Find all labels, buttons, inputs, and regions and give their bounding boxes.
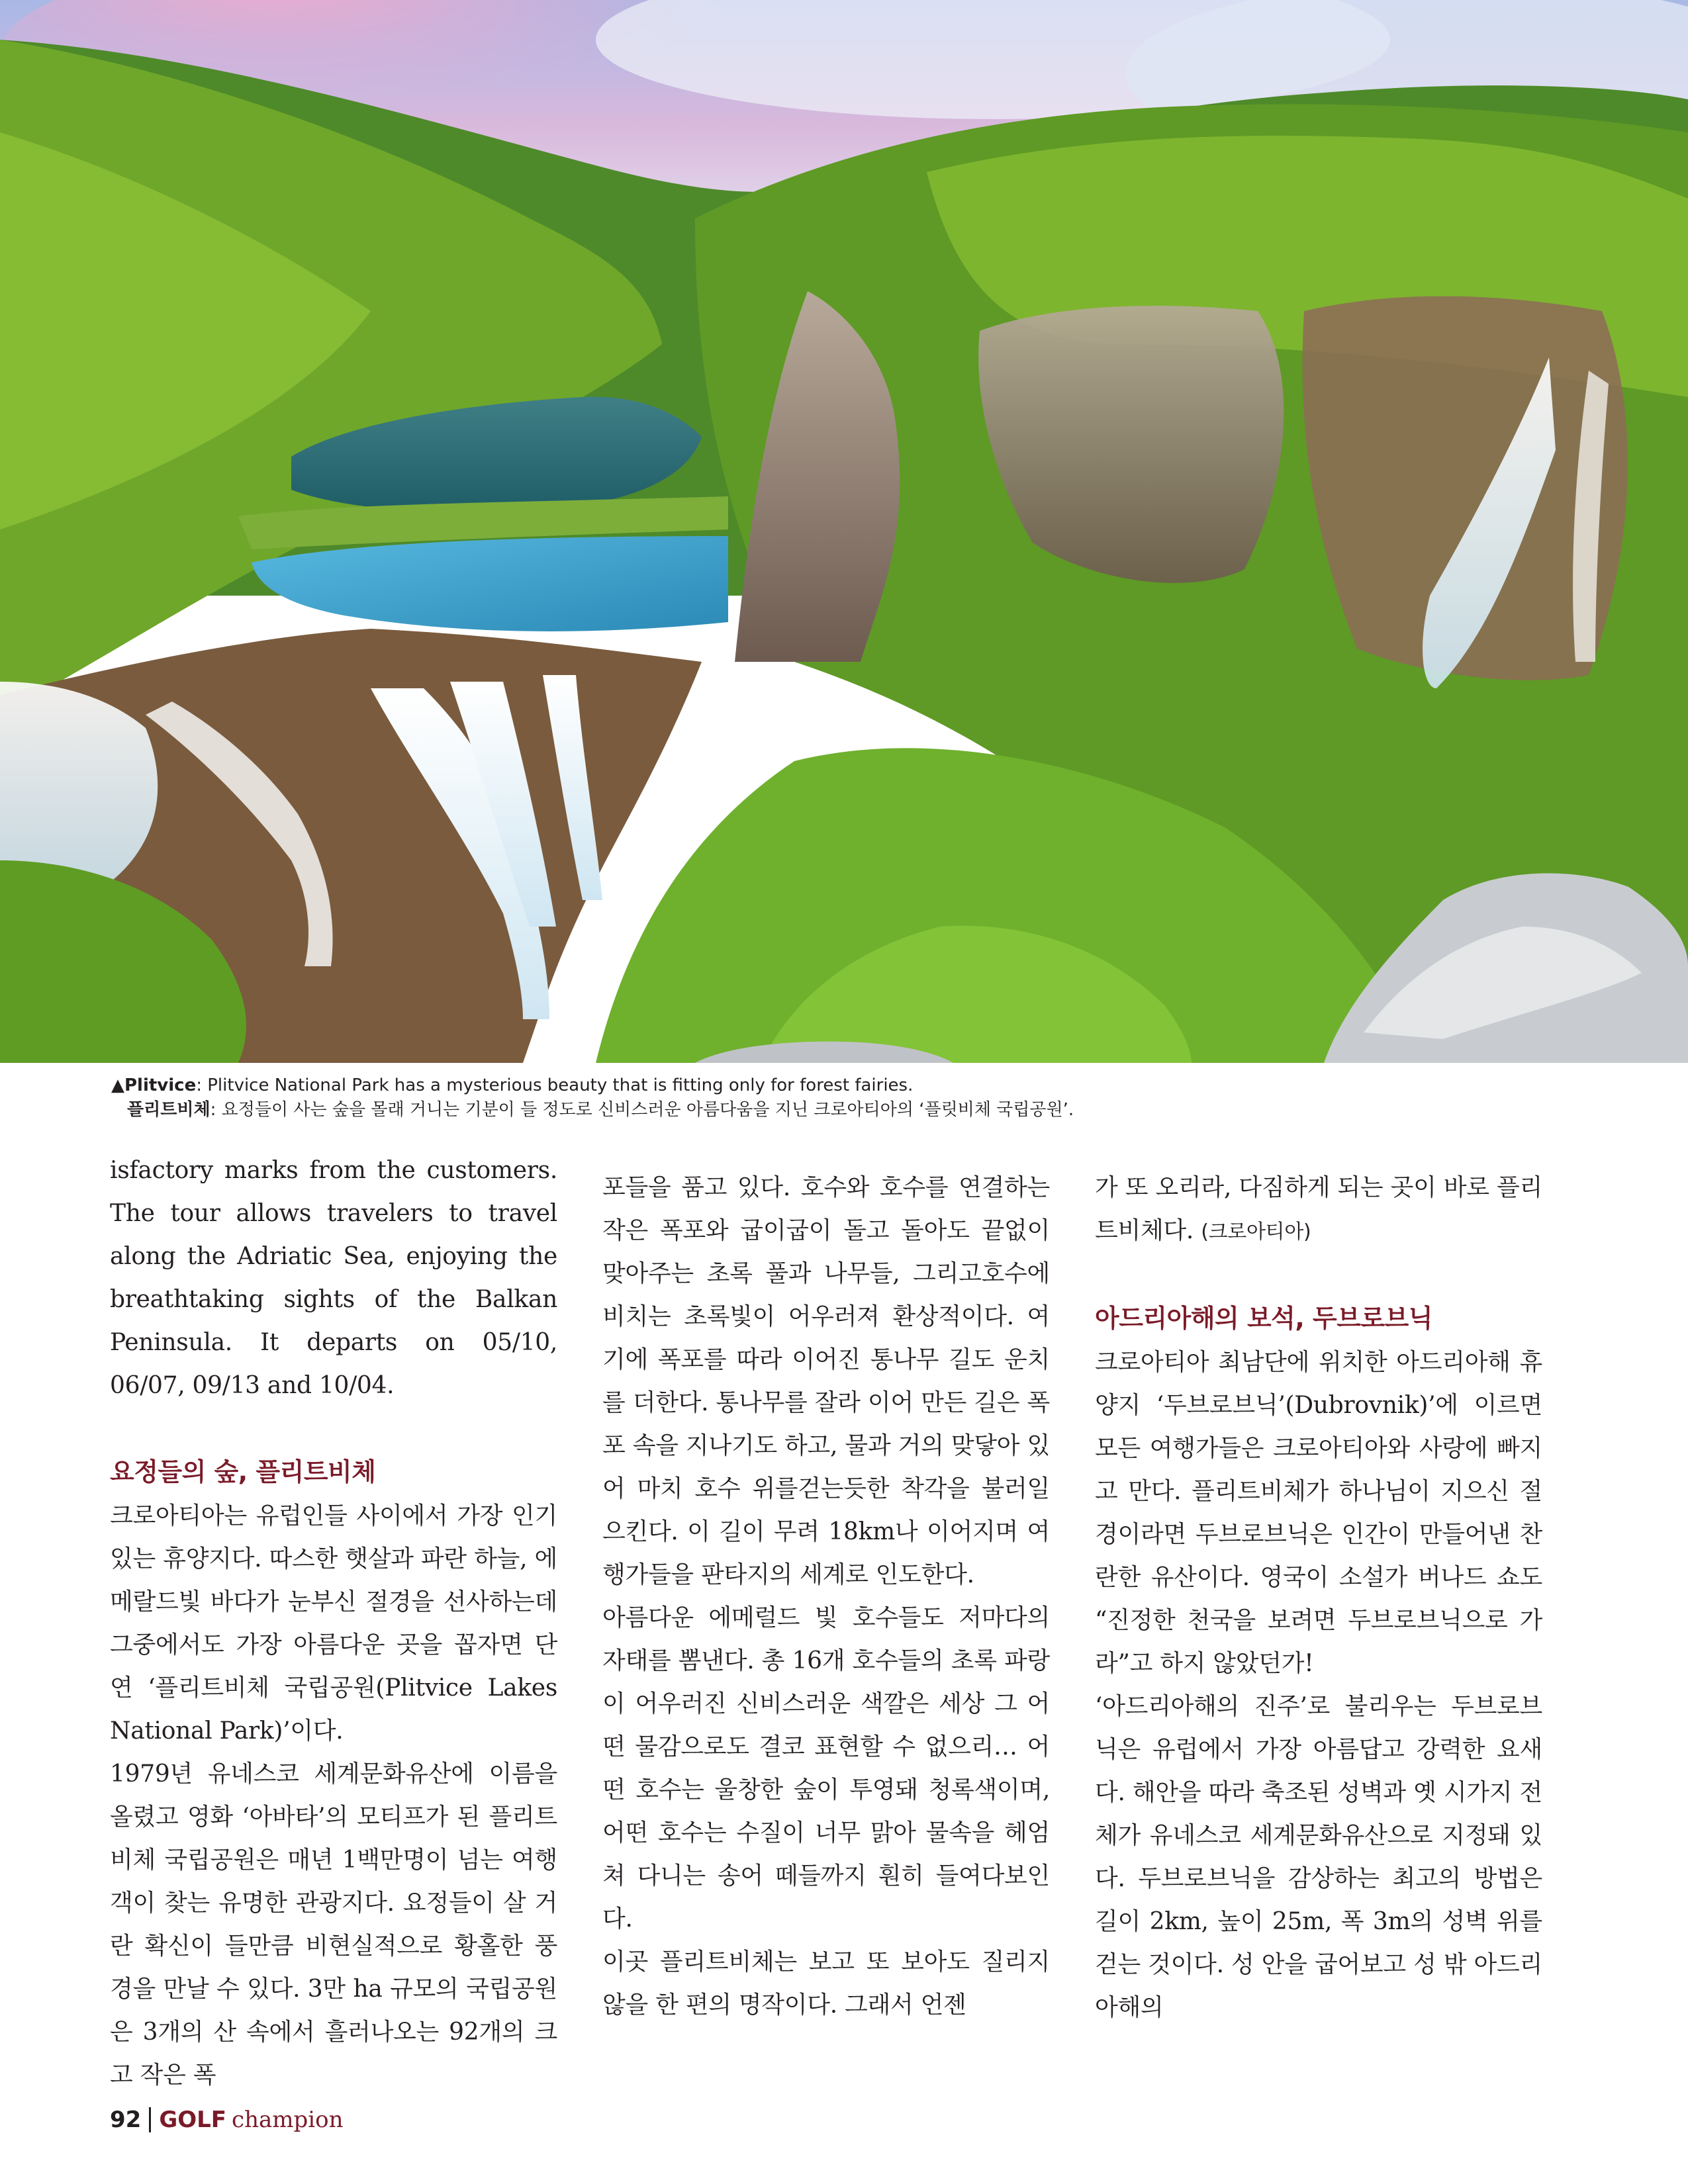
plitvice-paragraph-2: 1979년 유네스코 세계문화유산에 이름을 올렸고 영화 ‘아바타’의 모티프가 된 플리트비체 국립공원은 매년 1백만명이 넘는 여행객이 찾는 유명한 관광지다. 요정들이 살 거란 확신이 들만큼 비현실적으로 황홀한 풍경을 만날 수 있다. 3만 ha 규모의 국립공원은 3개의 산 속에서 흘러나오는 92개의 크고 작은 폭 xyxy=(110,1760,557,2089)
page-footer xyxy=(110,2103,344,2136)
section-heading-plitvice: 요정들의 숲, 플리트비체 xyxy=(110,1457,376,1486)
country-tag: (크로아티아) xyxy=(1201,1220,1311,1244)
caption-korean xyxy=(111,1098,1634,1122)
plitvice-paragraph-5: 이곳 플리트비체는 보고 또 보아도 질리지 않을 한 편의 명작이다. 그래서 언젠 xyxy=(602,1948,1050,2019)
plitvice-paragraph-1: 크로아티아는 유럽인들 사이에서 가장 인기 있는 휴양지다. 따스한 햇살과 파란 하늘, 에메랄드빛 바다가 눈부신 절경을 선사하는데 그중에서도 가장 아름다운 곳을 꼽자면 단연 ‘플리트비체 국립공원(Plitvice Lakes National Park)’이다. xyxy=(110,1502,557,1745)
column-3 xyxy=(1095,1166,1542,2029)
magazine-name-champion: champion xyxy=(232,2107,344,2133)
dubrovnik-paragraph-2: ‘아드리아해의 진주’로 불리우는 두브로브닉은 유럽에서 가장 아름답고 강력한 요새다. 해안을 따라 축조된 성벽과 옛 시가지 전체가 유네스코 세계문화유산으로 지정돼 있다. 두브로브닉을 감상하는 최고의 방법은 길이 2km, 높이 25m, 폭 3m의 성벽 위를 걷는 것이다. 성 안을 굽어보고 성 밖 아드리아해의 xyxy=(1095,1693,1542,2021)
english-continuation-paragraph: isfactory marks from the customers. The tour allows travelers to travel along the Adriatic Sea, enjoying the breathtaking sights of the Balkan Peninsula. It departs on 05/10, 06/07, 09/13 and 10/04. xyxy=(110,1157,557,1399)
page-number: 92 xyxy=(110,2107,142,2133)
caption-ko-text: : 요정들이 사는 숲을 몰래 거니는 기분이 들 정도로 신비스러운 아름다움을 지닌 크로아티아의 ‘플릿비체 국립공원’. xyxy=(210,1100,1074,1120)
plitvice-paragraph-4: 아름다운 에메럴드 빛 호수들도 저마다의 자태를 뽐낸다. 총 16개 호수들의 초록 파랑이 어우러진 신비스러운 색깔은 세상 그 어떤 물감으로도 결코 표현할 수 없으리… 어떤 호수는 울창한 숲이 투영돼 청록색이며, 어떤 호수는 수질이 너무 맑아 물속을 헤엄쳐 다니는 송어 떼들까지 훤히 들여다보인다. xyxy=(602,1604,1050,1933)
caption-en-label: Plitvice xyxy=(124,1075,197,1095)
magazine-name-golf: GOLF xyxy=(159,2107,227,2133)
caption-ko-label: 플리트비체 xyxy=(127,1100,211,1120)
caption-en-text: : Plitvice National Park has a mysterious beauty that is fitting only for forest fairies. xyxy=(196,1075,914,1095)
column-2 xyxy=(602,1166,1050,2026)
column-1 xyxy=(110,1149,557,2097)
photo-caption xyxy=(111,1073,1634,1122)
dubrovnik-paragraph-1: 크로아티아 최남단에 위치한 아드리아해 휴양지 ‘두브로브닉’(Dubrovnik)’에 이르면 모든 여행가들은 크로아티아와 사랑에 빠지고 만다. 플리트비체가 하나님이 지으신 절경이라면 두브로브닉은 인간이 만들어낸 찬란한 유산이다. 영국이 소설가 버나드 쇼도 “진정한 천국을 보려면 두브로브닉으로 가라”고 하지 않았던가! xyxy=(1095,1349,1542,1677)
plitvice-closing-paragraph xyxy=(1095,1166,1542,1253)
plitvice-closing-text: 가 또 오리라, 다짐하게 되는 곳이 바로 플리트비체다. xyxy=(1095,1174,1542,1244)
plitvice-paragraph-3: 포들을 품고 있다. 호수와 호수를 연결하는 작은 폭포와 굽이굽이 돌고 돌아도 끝없이 맞아주는 초록 풀과 나무들, 그리고호수에 비치는 초록빛이 어우러져 환상적이다. 여기에 폭포를 따라 이어진 통나무 길도 운치를 더한다. 통나무를 잘라 이어 만든 길은 폭포 속을 지나기도 하고, 물과 거의 맞닿아 있어 마치 호수 위를걷는듯한 착각을 불러일으킨다. 이 길이 무려 18km나 이어지며 여행가들을 판타지의 세계로 인도한다. xyxy=(602,1174,1050,1588)
footer-divider xyxy=(149,2107,151,2132)
plitvice-photo xyxy=(0,0,1688,1063)
caption-english: ▲Plitvice: Plitvice National Park has a mysterious beauty that is fitting only for forest fairies. xyxy=(111,1075,914,1095)
section-heading-dubrovnik: 아드리아해의 보석, 두브로브닉 xyxy=(1095,1304,1433,1333)
